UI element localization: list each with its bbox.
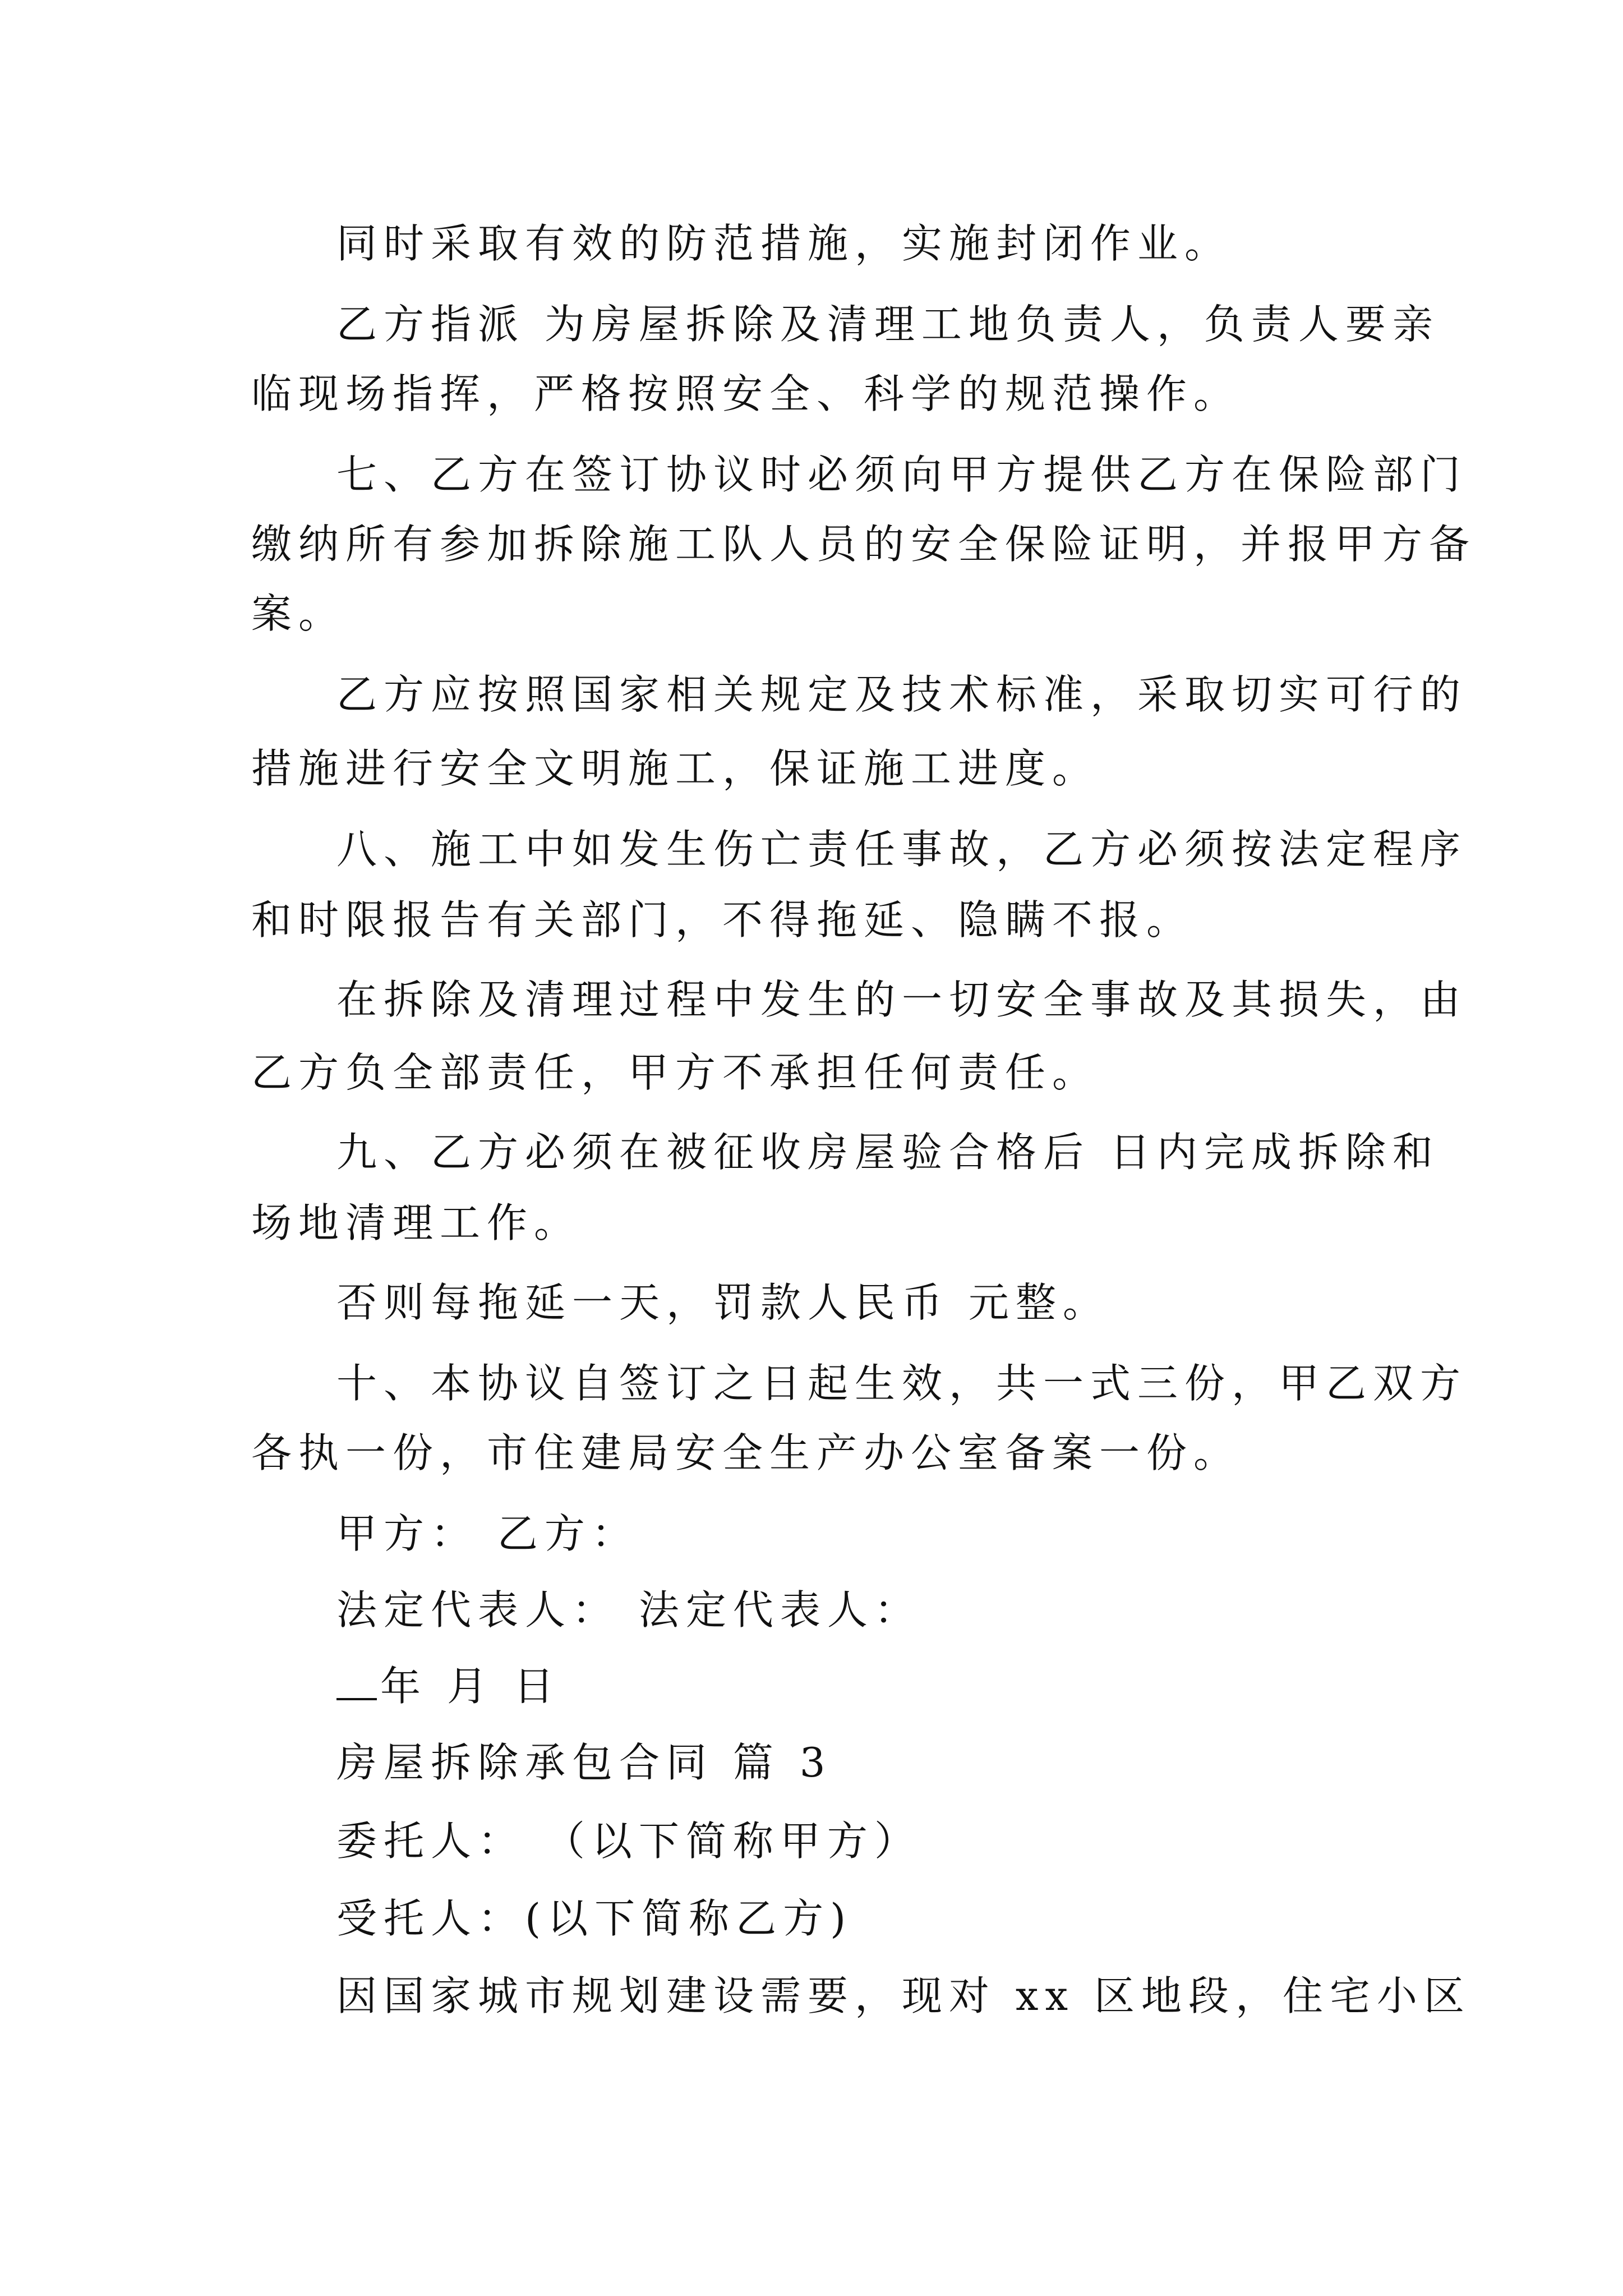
text-line: 同时采取有效的防范措施，实施封闭作业。 [336, 220, 1232, 267]
signature-line: 法定代表人： 法定代表人： [336, 1586, 921, 1634]
text-line: 受托人：(以下简称乙方) [336, 1895, 853, 1942]
text-line: 案。 [251, 590, 346, 637]
text-line: 九、乙方必须在被征收房屋验合格后 日内完成拆除和 [336, 1129, 1440, 1176]
text-line: 各执一份，市住建局安全生产办公室备案一份。 [251, 1429, 1241, 1476]
text-line: 乙方负全部责任，甲方不承担任何责任。 [251, 1049, 1100, 1096]
text-line: 乙方应按照国家相关规定及技术标准，采取切实可行的 [336, 671, 1468, 718]
date-line [336, 1658, 1402, 1714]
text-line: 委托人： （以下简称甲方） [336, 1818, 921, 1865]
text-line: 否则每拖延一天，罚款人民币 元整。 [336, 1279, 1110, 1326]
text-line: 因国家城市规划建设需要，现对 xx 区地段，住宅小区 [336, 1972, 1471, 2019]
text-line: 七、乙方在签订协议时必须向甲方提供乙方在保险部门 [336, 451, 1468, 498]
text-line: 十、本协议自签订之日起生效，共一式三份，甲乙双方 [336, 1360, 1468, 1407]
text-line: 在拆除及清理过程中发生的一切安全事故及其损失，由 [336, 976, 1468, 1023]
text-line: 缴纳所有参加拆除施工队人员的安全保险证明，并报甲方备 [251, 521, 1477, 568]
signature-line: 甲方： 乙方： [336, 1510, 639, 1557]
date-blank [336, 1659, 377, 1700]
text-line: 和时限报告有关部门，不得拖延、隐瞒不报。 [251, 896, 1194, 944]
text-line: 措施进行安全文明施工，保证施工进度。 [251, 745, 1100, 792]
section-title: 房屋拆除承包合同 篇 3 [336, 1739, 832, 1786]
date-text: 年 月 日 [380, 1663, 561, 1710]
text-line: 乙方指派 为房屋拆除及清理工地负责人，负责人要亲 [336, 301, 1440, 348]
text-line: 临现场指挥，严格按照安全、科学的规范操作。 [251, 370, 1241, 417]
text-line: 场地清理工作。 [251, 1199, 582, 1246]
text-line: 八、施工中如发生伤亡责任事故，乙方必须按法定程序 [336, 826, 1468, 873]
